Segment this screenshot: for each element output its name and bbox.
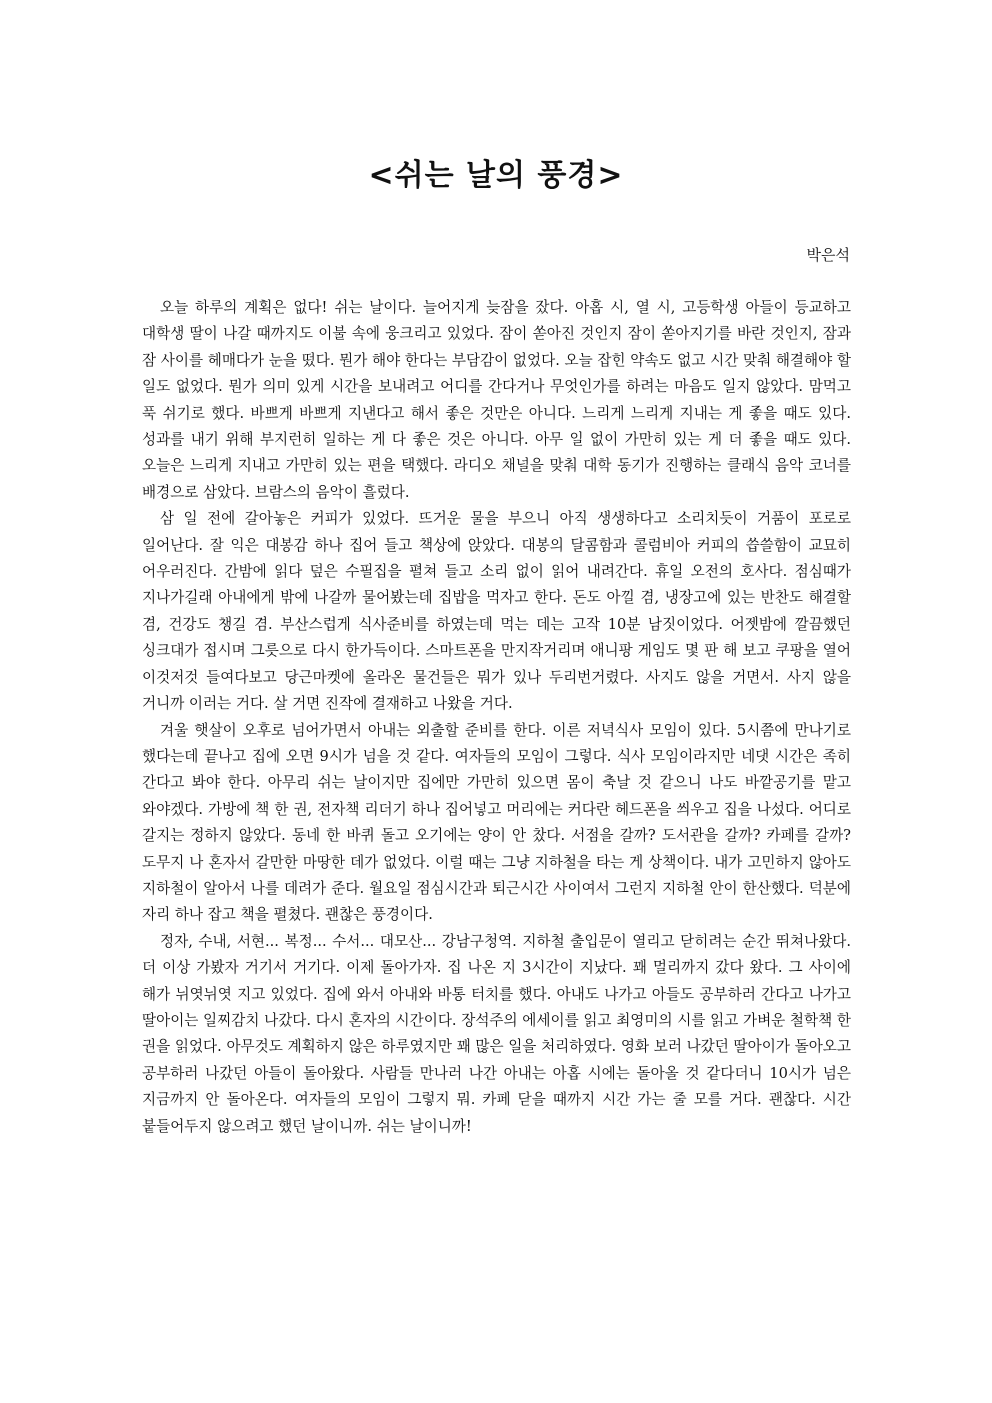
document-title: <쉬는 날의 풍경> bbox=[368, 158, 624, 193]
paragraph-1: 오늘 하루의 계획은 없다! 쉬는 날이다. 늘어지게 늦잠을 잤다. 아홉 시, 열 시, 고등학생 아들이 등교하고 대학생 딸이 나갈 때까지도 이불 속에 웅크리고 있었다. 잠이 쏟아진 것인지 잠이 쏟아지기를 바란 것인지, 잠과 잠 사이를 헤매다가 눈을 떴다. 뭔가 해야 한다는 부담감이 없었다. 오늘 잡힌 약속도 없고 시간 맞춰 해결해야 할 일도 없었다. 뭔가 의미 있게 시간을 보내려고 어디를 간다거나 무엇인가를 하려는 마음도 일지 않았다. 맘먹고 푹 쉬기로 했다. 바쁘게 바쁘게 지낸다고 해서 좋은 것만은 아니다. 느리게 느리게 지내는 게 좋을 때도 있다. 성과를 내기 위해 부지런히 일하는 게 다 좋은 것은 아니다. 아무 일 없이 가만히 있는 게 더 좋을 때도 있다. 오늘은 느리게 지내고 가만히 있는 편을 택했다. 라디오 채널을 맞춰 대학 동기가 진행하는 클래식 음악 코너를 배경으로 삼았다. 브람스의 음악이 흘렀다. bbox=[142, 299, 851, 501]
paragraph-3: 겨울 햇살이 오후로 넘어가면서 아내는 외출할 준비를 한다. 이른 저녁식사 모임이 있다. 5시쯤에 만나기로 했다는데 끝나고 집에 오면 9시가 넘을 것 같다. 여자들의 모임이 그렇다. 식사 모임이라지만 네댓 시간은 족히 간다고 봐야 한다. 아무리 쉬는 날이지만 집에만 가만히 있으면 몸이 축날 것 같으니 나도 바깥공기를 맡고 와야겠다. 가방에 책 한 권, 전자책 리더기 하나 집어넣고 머리에는 커다란 헤드폰을 씌우고 집을 나섰다. 어디로 갈지는 정하지 않았다. 동네 한 바퀴 돌고 오기에는 양이 안 찼다. 서점을 갈까? 도서관을 갈까? 카페를 갈까? 도무지 나 혼자서 갈만한 마땅한 데가 없었다. 이럴 때는 그냥 지하철을 타는 게 상책이다. 내가 고민하지 않아도 지하철이 알아서 나를 데려가 준다. 월요일 점심시간과 퇴근시간 사이여서 그런지 지하철 안이 한산했다. 덕분에 자리 하나 잡고 책을 펼쳤다. 괜찮은 풍경이다. bbox=[142, 721, 851, 924]
author-name: 박은석 bbox=[806, 246, 850, 264]
paragraph-4: 정자, 수내, 서현... 복정... 수서... 대모산... 강남구청역. 지하철 출입문이 열리고 닫히려는 순간 뛰쳐나왔다. 더 이상 가봤자 거기서 거기다. 이제 돌아가자. 집 나온 지 3시간이 지났다. 꽤 멀리까지 갔다 왔다. 그 사이에 해가 뉘엿뉘엿 지고 있었다. 집에 와서 아내와 바통 터치를 했다. 아내도 나가고 아들도 공부하러 간다고 나가고 딸아이는 일찌감치 나갔다. 다시 혼자의 시간이다. 장석주의 에세이를 읽고 최영미의 시를 읽고 가벼운 철학책 한 권을 읽었다. 아무것도 계획하지 않은 하루였지만 꽤 많은 일을 처리하였다. 영화 보러 나갔던 딸아이가 돌아오고 공부하러 나갔던 아들이 돌아왔다. 사람들 만나러 나간 아내는 아홉 시에는 돌아올 것 같다더니 10시가 넘은 지금까지 안 돌아온다. 여자들의 모임이 그렇지 뭐. 카페 닫을 때까지 시간 가는 줄 모를 거다. 괜찮다. 시간 붙들어두지 않으려고 했던 날이니까. 쉬는 날이니까! bbox=[142, 932, 851, 1135]
paragraph-2: 삼 일 전에 갈아놓은 커피가 있었다. 뜨거운 물을 부으니 아직 생생하다고 소리치듯이 거품이 포로로 일어난다. 잘 익은 대봉감 하나 집어 들고 책상에 앉았다. 대봉의 달콤함과 콜럼비아 커피의 씁쓸함이 교묘히 어우러진다. 간밤에 읽다 덮은 수필집을 펼쳐 들고 소리 없이 읽어 내려간다. 휴일 오전의 호사다. 점심때가 지나가길래 아내에게 밖에 나갈까 물어봤는데 집밥을 먹자고 한다. 돈도 아낄 겸, 냉장고에 있는 반찬도 해결할 겸, 건강도 챙길 겸. 부산스럽게 식사준비를 하였는데 먹는 데는 고작 10분 남짓이었다. 어젯밤에 깔끔했던 싱크대가 접시며 그릇으로 다시 한가득이다. 스마트폰을 만지작거리며 애니팡 게임도 몇 판 해 보고 쿠팡을 열어 이것저것 들여다보고 당근마켓에 올라온 물건들은 뭐가 있나 두리번거렸다. 사지도 않을 거면서. 사지 않을 거니까 이러는 거다. 살 거면 진작에 결재하고 나왔을 거다. bbox=[142, 510, 851, 713]
document-body bbox=[142, 295, 851, 1140]
